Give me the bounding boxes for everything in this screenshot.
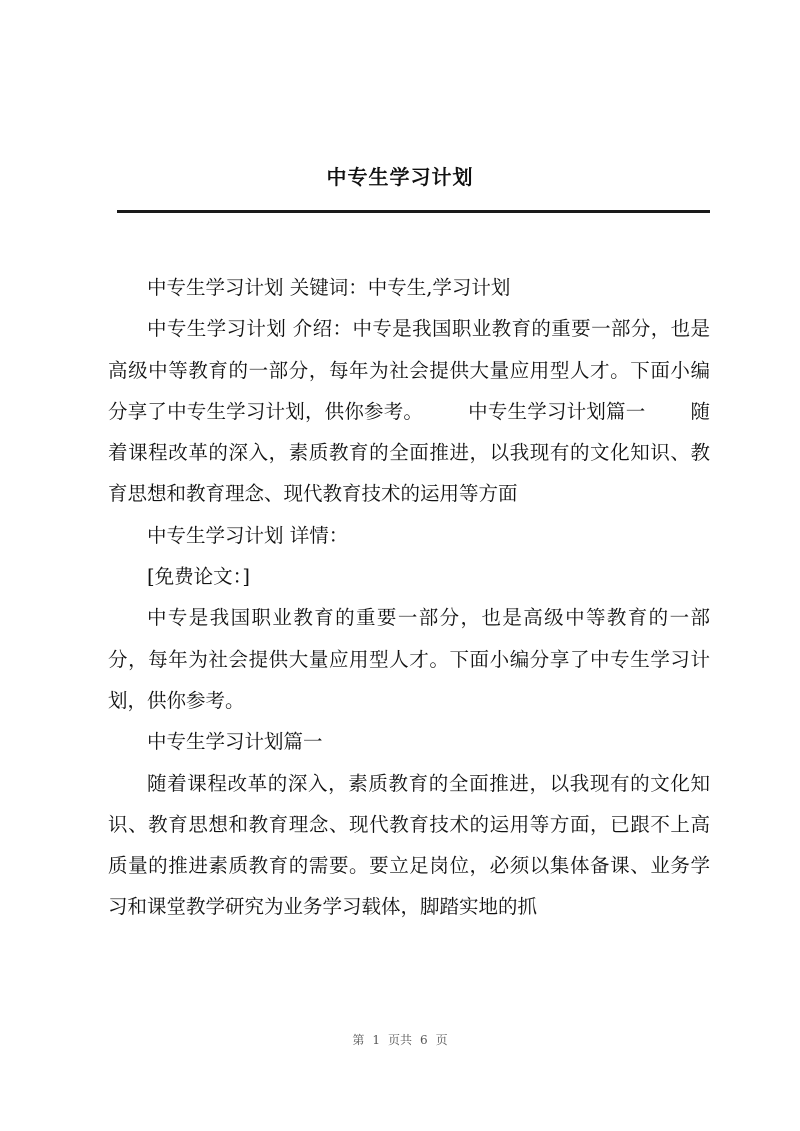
page-number: 1 — [372, 1033, 380, 1047]
page-total: 6 — [420, 1033, 428, 1047]
keywords-paragraph: 中专生学习计划 关键词：中专生,学习计划 — [147, 276, 511, 299]
details-paragraph: 中专生学习计划 详情： — [147, 523, 349, 547]
body-paragraph-1: 中专是我国职业教育的重要一部分，也是高级中等教育的一部分，每年为社会提供大量应用型人才。下面小编分享了中专生学习计划，供你参考。 — [108, 606, 710, 712]
document-title: 中专生学习计划 — [326, 165, 474, 189]
page-mid: 页共 — [387, 1033, 412, 1047]
intro-excerpt: 随着课程改革的深入，素质教育的全面推进，以我现有的文化知识、教育思想和教育理念、现代教育技术的运用等方面 — [108, 399, 710, 506]
section-heading-1: 中专生学习计划篇一 — [147, 730, 323, 754]
page-prefix: 第 — [352, 1033, 365, 1047]
document-body — [108, 267, 710, 928]
free-paper-paragraph: [免费论文：] — [147, 565, 250, 589]
intro-paragraph — [108, 308, 710, 514]
intro-section-label: 中专生学习计划篇一 — [467, 399, 646, 423]
title-divider — [117, 210, 710, 213]
page-suffix: 页 — [435, 1033, 448, 1047]
page-footer — [0, 1031, 800, 1049]
body-paragraph-2: 随着课程改革的深入，素质教育的全面推进，以我现有的文化知识、教育思想和教育理念、现代教育技术的运用等方面，已跟不上高质量的推进素质教育的需要。要立足岗位，必须以集体备课、业务学习和课堂教学研究为业务学习载体，脚踏实地的抓 — [108, 771, 710, 919]
intro-text: 中专生学习计划 介绍：中专是我国职业教育的重要一部分，也是高级中等教育的一部分，每年为社会提供大量应用型人才。下面小编分享了中专生学习计划，供你参考。 — [108, 317, 710, 423]
